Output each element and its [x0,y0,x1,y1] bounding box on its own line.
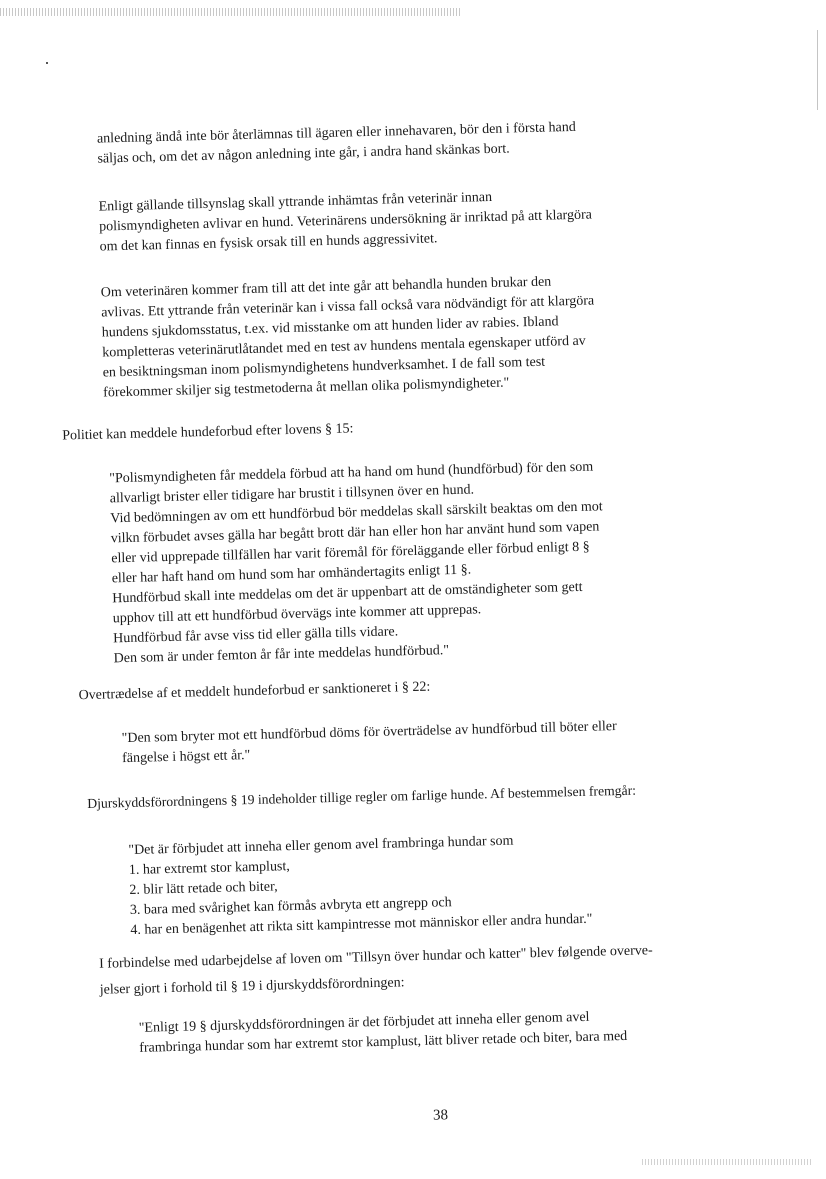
text-line: avlivas. Ett yttrande från veterinär kan i vissa fall också vara nödvändigt för att klargöra [101,293,595,321]
text-line: polismyndigheten avlivar en hund. Veterinärens undersökning är inriktad på att klargöra [98,207,593,235]
lead-paragraph-1: Politiet kan meddele hundeforbud efter lovens § 15: [62,421,354,444]
paragraph-3 [101,269,684,403]
text-line: 1. har extremt stor kamplust, [128,859,290,879]
paragraph-4 [99,936,760,1004]
text-line: frambringa hundar som har extremt stor kamplust, lätt bliver retade och biter, bara med [139,1028,628,1056]
text-line: vilkn förbudet avses gälla har begått brott där han eller hon har använt hund som vapen [110,519,600,547]
text-line: "Den som bryter mot ett hundförbud döms för överträdelse av hundförbud till böter eller [121,719,617,747]
page-number: 38 [432,1107,449,1124]
text-line: "Det är förbjudet att inneha eller genom avel frambringa hundar som [128,833,514,859]
text-line: en besiktningsman inom polismyndighetens hundverksamhet. I de fall som test [102,354,546,381]
text-line: Enligt gällande tillsynslag skall yttrande inhämtas från veterinär innan [98,189,493,215]
text-line: hundens sjukdomsstatus, t.ex. vid misstanke om att hunden lider av rabies. Ibland [101,314,559,341]
quote-paragraph-1 [109,455,702,669]
quote-paragraph-4 [139,1004,730,1058]
text-line: jelser gjort i forhold til § 19 i djurskyddsförordningen: [99,975,405,998]
lead-paragraph-2: Overtrædelse af et meddelt hundeforbud er sanktioneret i § 22: [78,679,431,704]
quote-paragraph-3 [128,827,710,941]
text-line: "Enligt 19 § djurskyddsförordningen är det förbjudet att inneha eller genom avel [138,1009,590,1036]
text-line: 2. blir lätt retade och biter, [129,879,278,899]
text-line: allvarligt brister eller tidigare har brustit i tillsynen över en hund. [109,482,475,507]
text-line: Vid bedömningen av om ett hundförbud bör meddelas skall särskilt beaktas om den mot [110,499,603,527]
text-line: 4. har en benägenhet att rikta sitt kampintresse mot människor eller andra hundar." [130,911,593,939]
text-line: om det kan finnas en fysisk orsak till en hunds aggressivitet. [99,231,438,255]
text-line: säljas och, om det av någon anledning inte går, i andra hand skänkas bort. [97,141,510,167]
text-line: eller vid upprepade tillfällen har varit föremål för föreläggande eller förbud enligt 8 § [111,539,590,567]
text-line: I forbindelse med udarbejdelse af loven om "Tillsyn över hundar och katter" blev følgende overve- [98,943,653,972]
text-line: 3. bara med svårighet kan förmås avbryta ett angrepp och [129,895,452,919]
paragraph-1 [97,115,678,169]
paragraph-2 [98,183,679,257]
text-line: förekommer skiljer sig testmetoderna åt mellan olika polismyndigheter." [103,375,510,401]
lead-paragraph-3: Djurskyddsförordningens § 19 indeholder tillige regler om farlige hunde. Af bestemmelsen fremgår: [87,782,637,812]
text-line: upphov till att ett hundförbud övervägs inte kommer att upprepas. [112,602,482,627]
text-line: Hundförbud skall inte meddelas om det är uppenbart att de omständigheter som gett [112,579,583,607]
text-line: Hundförbud får avse viss tid eller gälla tills vidare. [113,624,399,647]
text-line: Den som är under femton år får inte meddelas hundförbud." [113,643,450,667]
quote-paragraph-2 [121,715,712,769]
text-line: kompletteras veterinärutlåtandet med en test av hundens mentala egenskaper utförd av [102,333,586,361]
text-line: "Polismyndigheten får meddela förbud att ha hand om hund (hundförbud) för den som [109,459,594,487]
text-line: fängelse i högst ett år." [121,748,251,767]
text-line: Om veterinären kommer fram till att det inte går att behandla hunden brukar den [100,274,552,301]
scan-edge-right [817,30,818,110]
text-line: anledning ändå inte bör återlämnas till ägaren eller innehavaren, bör den i första hand [96,119,576,147]
text-line: eller har haft hand om hund som har omhändertagits enligt 11 §. [111,562,472,587]
